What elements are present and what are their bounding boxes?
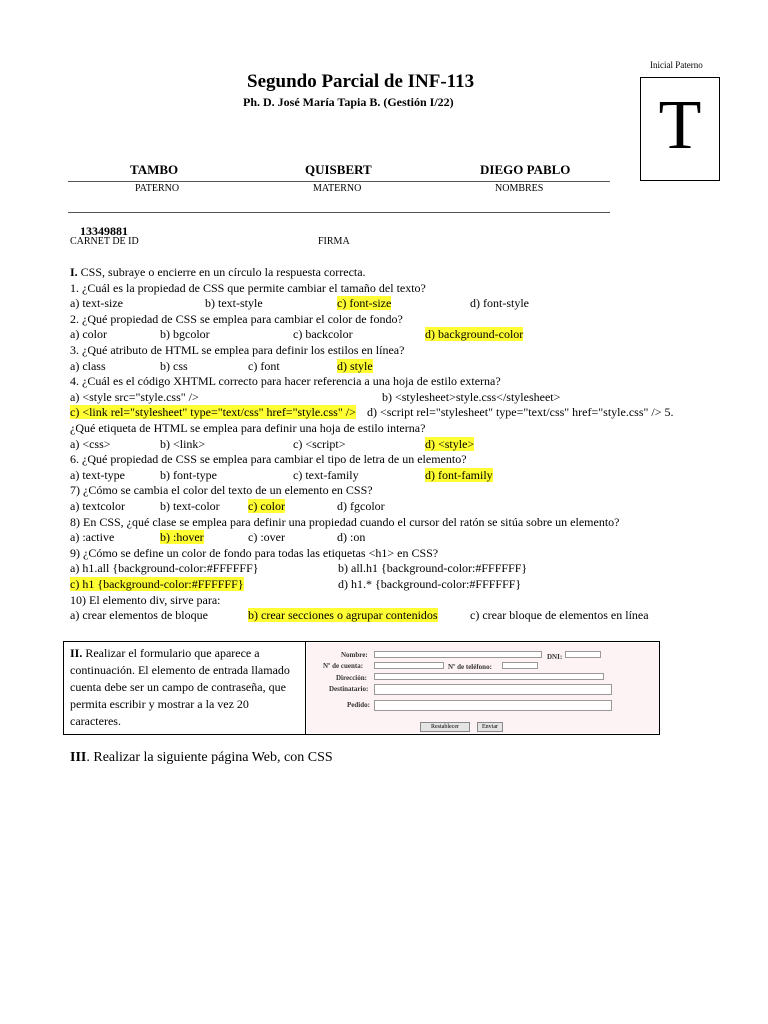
form-destinatario-label: Destinatario:: [329, 685, 369, 693]
names-line: [68, 181, 610, 182]
highlighted-answer: c) <link rel="stylesheet" type="text/css" href="style.css" />: [70, 405, 356, 420]
question-text: b) bgcolor: [160, 327, 210, 342]
question-text: a) :active: [70, 530, 115, 545]
paterno-value: TAMBO: [130, 162, 179, 177]
question-text: d) fgcolor: [337, 499, 385, 513]
question-text: 6. ¿Qué propiedad de CSS se emplea para cambiar el tipo de letra de un elemento?: [70, 452, 467, 467]
highlighted-answer: d) background-color: [425, 327, 524, 342]
question-text: c) font: [248, 358, 280, 373]
section-2-roman: II.: [70, 646, 83, 660]
question-text: a) h1.all {background-color:#FFFFFF}: [70, 561, 259, 576]
question-text: a) text-size: [70, 296, 123, 311]
question-text: c) text-family: [293, 467, 359, 482]
form-nombre-input: [374, 651, 542, 658]
highlighted-answer: c) font-size: [337, 296, 392, 311]
question-text: b) text-color: [160, 499, 220, 513]
question-text: b) <stylesheet>style.css</stylesheet>: [382, 389, 561, 404]
question-text: a) class: [70, 358, 106, 373]
question-text: b) css: [160, 358, 188, 373]
highlighted-answer: b) :hover: [160, 530, 204, 545]
carnet-value: 13349881: [80, 224, 128, 238]
question-text: d) h1.* {background-color:#FFFFFF}: [338, 577, 522, 591]
id-line: [68, 212, 610, 213]
nombres-label: NOMBRES: [495, 183, 544, 194]
form-dni-label: DNI:: [547, 653, 563, 661]
initial-letter: T: [658, 87, 702, 164]
highlighted-answer: c) color: [248, 499, 285, 513]
highlighted-answer: d) <style>: [425, 436, 475, 451]
materno-value: QUISBERT: [305, 162, 372, 177]
question-text: 10) El elemento div, sirve para:: [70, 592, 221, 607]
question-text: a) color: [70, 327, 107, 342]
question-text: 1. ¿Cuál es la propiedad de CSS que permite cambiar el tamaño del texto?: [70, 280, 426, 295]
section-2-divider: [305, 642, 306, 734]
exam-title: Segundo Parcial de INF-113: [247, 71, 475, 92]
form-submit-button: Enviar: [477, 722, 503, 732]
carnet-label: CARNET DE ID: [70, 236, 139, 247]
section-1-roman: I.: [70, 265, 78, 279]
form-dni-input: [565, 651, 601, 658]
question-text: d) :on: [337, 530, 366, 545]
form-pedido-textarea: [374, 700, 612, 711]
question-text: c) :over: [248, 530, 285, 545]
question-text: d) <script rel="stylesheet" type="text/css" href="style.css" /> 5.: [367, 405, 674, 420]
firma-label: FIRMA: [318, 236, 350, 247]
question-text: 4. ¿Cuál es el código XHTML correcto para hacer referencia a una hoja de estilo externa?: [70, 374, 501, 389]
form-cuenta-input: [374, 662, 444, 669]
question-text: 3. ¿Qué atributo de HTML se emplea para definir los estilos en línea?: [70, 343, 405, 357]
question-text: 9) ¿Cómo se define un color de fondo para todas las etiquetas <h1> en CSS?: [70, 545, 439, 560]
highlighted-answer: c) h1 {background-color:#FFFFFF}: [70, 577, 244, 591]
question-text: a) textcolor: [70, 499, 125, 513]
question-text: a) text-type: [70, 467, 125, 482]
exam-subtitle: Ph. D. José María Tapia B. (Gestión I/22): [243, 95, 454, 109]
question-text: ¿Qué etiqueta de HTML se emplea para definir una hoja de estilo interna?: [70, 421, 426, 435]
question-text: a) <style src="style.css" />: [70, 389, 199, 404]
question-text: 2. ¿Qué propiedad de CSS se emplea para cambiar el color de fondo?: [70, 311, 403, 326]
question-text: 7) ¿Cómo se cambia el color del texto de un elemento en CSS?: [70, 483, 373, 498]
section-3-text: . Realizar la siguiente página Web, con CSS: [86, 750, 333, 765]
section-2-instructions: Realizar el formulario que aparece a continuación. El elemento de entrada llamado cuenta debe ser un campo de contraseña, que permita escribir y mostrar a la vez 20 caracteres.: [70, 646, 290, 728]
question-text: b) text-style: [205, 296, 263, 311]
form-reset-button: Restablecer: [420, 722, 470, 732]
form-pedido-label: Pedido:: [347, 701, 370, 709]
question-text: a) <css>: [70, 436, 111, 451]
form-nombre-label: Nombre:: [341, 651, 368, 659]
highlighted-answer: b) crear secciones o agrupar contenidos: [248, 608, 438, 623]
form-direccion-input: [374, 673, 604, 680]
paterno-label: PATERNO: [135, 183, 180, 194]
highlighted-answer: d) style: [337, 358, 373, 373]
question-text: c) crear bloque de elementos en línea: [470, 608, 649, 623]
form-destinatario-textarea: [374, 684, 612, 695]
section-2-box: [63, 641, 660, 735]
form-cuenta-label: Nº de cuenta:: [323, 662, 364, 670]
form-telefono-label: Nº de teléfono:: [448, 663, 492, 671]
highlighted-answer: d) font-family: [425, 467, 493, 482]
section-3-heading: [70, 750, 333, 766]
question-text: b) all.h1 {background-color:#FFFFFF}: [338, 561, 528, 576]
nombres-value: DIEGO PABLO: [480, 162, 571, 177]
materno-label: MATERNO: [313, 183, 362, 194]
initial-box: [640, 77, 720, 181]
section-2-text: [70, 645, 298, 730]
initial-paterno-label: Inicial Paterno: [650, 60, 703, 70]
form-telefono-input: [502, 662, 538, 669]
question-text: b) <link>: [160, 436, 206, 451]
question-text: c) backcolor: [293, 327, 353, 342]
question-text: a) crear elementos de bloque: [70, 608, 208, 623]
form-preview-image: [307, 643, 659, 733]
section-3-roman: III: [70, 750, 87, 765]
section-1-intro: CSS, subraye o encierre en un círculo la respuesta correcta.: [77, 265, 366, 279]
question-text: d) font-style: [470, 296, 529, 311]
question-text: b) font-type: [160, 467, 217, 482]
section-1-heading: [70, 265, 366, 279]
question-text: 8) En CSS, ¿qué clase se emplea para definir una propiedad cuando el cursor del ratón se sitúa sobre un elemento?: [70, 514, 620, 529]
question-text: c) <script>: [293, 436, 346, 451]
form-direccion-label: Dirección:: [336, 674, 367, 682]
